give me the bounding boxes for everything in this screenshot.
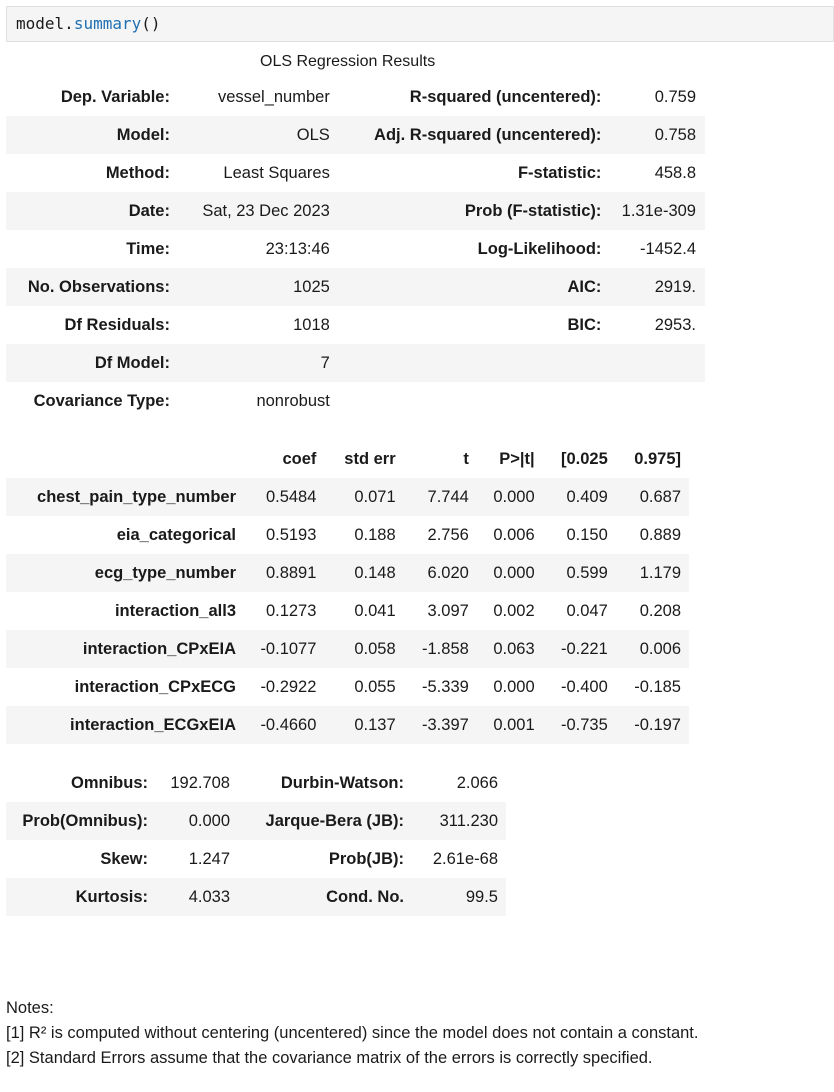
table-row [6, 802, 506, 840]
notes-heading: Notes: [6, 999, 54, 1017]
variable-name: eia_categorical [116, 525, 236, 544]
summary-value: 1018 [293, 315, 330, 334]
summary-label: Dep. Variable: [60, 87, 170, 106]
coef-cell: 0.006 [493, 525, 535, 544]
code-dot: . [64, 14, 74, 33]
coef-cell: 0.599 [543, 554, 616, 592]
table-row [6, 230, 705, 268]
summary-label: Df Residuals: [64, 315, 170, 334]
diagnostic-label: Durbin-Watson: [280, 773, 404, 792]
coef-cell: 0.8891 [239, 554, 324, 592]
variable-name: interaction_all3 [114, 601, 236, 620]
diagnostic-label: Cond. No. [238, 878, 412, 916]
table-row [6, 706, 689, 744]
summary-value: 23:13:46 [265, 239, 330, 258]
table-row [6, 78, 705, 116]
column-header [6, 440, 239, 478]
code-parens: () [141, 14, 161, 33]
coef-cell: 0.000 [493, 677, 535, 696]
summary-label: Model: [6, 116, 177, 154]
summary-label: Adj. R-squared (uncentered): [330, 116, 608, 154]
diagnostics-table [6, 764, 506, 916]
table-caption: OLS Regression Results [260, 53, 436, 70]
coef-cell: 0.150 [566, 525, 608, 544]
coef-cell: 0.208 [639, 601, 681, 620]
coef-cell: -0.2922 [260, 677, 317, 696]
coef-cell: 0.063 [477, 630, 543, 668]
summary-label: F-statistic: [517, 163, 602, 182]
table-row [6, 840, 506, 878]
summary-label: Method: [105, 163, 170, 182]
summary-label: Prob (F-statistic): [330, 192, 608, 230]
code-method: summary [73, 14, 142, 33]
coef-cell: 0.000 [477, 478, 543, 516]
coef-cell: 3.097 [427, 601, 469, 620]
coef-cell: 0.055 [354, 677, 396, 696]
summary-label: No. Observations: [6, 268, 177, 306]
summary-value: 7 [177, 344, 330, 382]
summary-label: Df Model: [6, 344, 177, 382]
coef-cell: 1.179 [616, 554, 689, 592]
summary-value [607, 344, 705, 382]
summary-label [330, 382, 608, 420]
table-row [6, 630, 689, 668]
coef-cell: -0.400 [560, 677, 608, 696]
coef-cell: 0.071 [324, 478, 403, 516]
notes-section [6, 996, 698, 1071]
table-row [6, 668, 689, 706]
coef-cell: -0.185 [634, 677, 681, 696]
coef-cell: 7.744 [404, 478, 477, 516]
column-header: [0.025 [560, 449, 608, 468]
coef-cell: -0.197 [616, 706, 689, 744]
coef-cell: -5.339 [422, 677, 469, 696]
coef-cell: -0.1077 [239, 630, 324, 668]
coef-cell: 0.1273 [265, 601, 317, 620]
summary-value: vessel_number [217, 87, 330, 106]
table-row [6, 516, 689, 554]
coef-cell: 0.137 [324, 706, 403, 744]
table-row [6, 382, 705, 420]
diagnostic-label: Prob(JB): [328, 849, 404, 868]
summary-value: 0.759 [654, 87, 696, 106]
table-row [6, 344, 705, 382]
summary-value: Least Squares [223, 163, 330, 182]
summary-label: BIC: [567, 315, 602, 334]
coef-cell: 6.020 [404, 554, 477, 592]
coef-cell: -3.397 [404, 706, 477, 744]
diagnostic-label: Omnibus: [71, 773, 148, 792]
summary-label: R-squared (uncentered): [409, 87, 602, 106]
diagnostic-value: 4.033 [156, 878, 238, 916]
coef-cell: 0.058 [324, 630, 403, 668]
coef-cell: 0.041 [354, 601, 396, 620]
summary-label: Time: [126, 239, 170, 258]
coef-cell: 0.047 [566, 601, 608, 620]
table-row [6, 306, 705, 344]
summary-label: Date: [6, 192, 177, 230]
coefficients-header-row [6, 440, 689, 478]
variable-name: interaction_ECGxEIA [6, 706, 239, 744]
column-header: coef [282, 449, 317, 468]
diagnostic-value: 2.066 [456, 773, 498, 792]
coef-cell: 0.002 [493, 601, 535, 620]
column-header: t [463, 449, 469, 468]
coefficients-table [6, 440, 689, 744]
table-row [6, 192, 705, 230]
summary-value: Sat, 23 Dec 2023 [177, 192, 330, 230]
coef-cell: 0.148 [324, 554, 403, 592]
diagnostic-label: Jarque-Bera (JB): [238, 802, 412, 840]
diagnostic-label: Skew: [100, 849, 148, 868]
coef-cell: 0.5193 [265, 525, 317, 544]
coef-cell: -0.4660 [239, 706, 324, 744]
summary-value: 2953. [654, 315, 696, 334]
summary-value: nonrobust [256, 391, 330, 410]
diagnostic-value: 0.000 [156, 802, 238, 840]
coef-cell: -1.858 [404, 630, 477, 668]
code-cell[interactable] [6, 6, 834, 42]
variable-name: interaction_CPxECG [74, 677, 236, 696]
coef-cell: 0.188 [354, 525, 396, 544]
coef-cell: 0.687 [616, 478, 689, 516]
column-header: 0.975] [634, 449, 681, 468]
coef-cell: -0.221 [543, 630, 616, 668]
summary-value: 1025 [177, 268, 330, 306]
table-row [6, 478, 689, 516]
coef-cell: 0.409 [543, 478, 616, 516]
note-line: [2] Standard Errors assume that the covariance matrix of the errors is correctly specified. [6, 1049, 653, 1067]
coef-cell: 0.889 [639, 525, 681, 544]
summary-table [6, 78, 705, 420]
summary-label: AIC: [330, 268, 608, 306]
diagnostic-value: 1.247 [188, 849, 230, 868]
summary-value: 1.31e-309 [607, 192, 705, 230]
coef-cell: -0.735 [543, 706, 616, 744]
summary-label: Log-Likelihood: [477, 239, 602, 258]
diagnostic-value: 192.708 [170, 773, 230, 792]
summary-value: 2919. [607, 268, 705, 306]
table-row [6, 116, 705, 154]
coef-cell: 0.006 [616, 630, 689, 668]
table-row [6, 154, 705, 192]
summary-value: OLS [177, 116, 330, 154]
code-object: model [16, 14, 65, 33]
table-row [6, 268, 705, 306]
summary-label [330, 344, 608, 382]
column-header: std err [344, 449, 396, 468]
summary-value: -1452.4 [640, 239, 696, 258]
table-row [6, 764, 506, 802]
summary-value [607, 382, 705, 420]
table-row [6, 592, 689, 630]
diagnostic-value: 311.230 [412, 802, 506, 840]
diagnostic-value: 2.61e-68 [432, 849, 498, 868]
note-line: [1] R² is computed without centering (uncentered) since the model does not contain a constant. [6, 1024, 699, 1042]
coef-cell: 0.000 [477, 554, 543, 592]
diagnostic-value: 99.5 [412, 878, 506, 916]
coef-cell: 0.5484 [239, 478, 324, 516]
variable-name: interaction_CPxEIA [6, 630, 239, 668]
summary-value: 0.758 [607, 116, 705, 154]
column-header: P>|t| [499, 449, 535, 468]
table-row [6, 878, 506, 916]
summary-label: Covariance Type: [33, 391, 170, 410]
diagnostic-label: Prob(Omnibus): [6, 802, 156, 840]
variable-name: ecg_type_number [6, 554, 239, 592]
coef-cell: 2.756 [427, 525, 469, 544]
variable-name: chest_pain_type_number [6, 478, 239, 516]
table-row [6, 554, 689, 592]
diagnostic-label: Kurtosis: [6, 878, 156, 916]
summary-value: 458.8 [654, 163, 696, 182]
coef-cell: 0.001 [477, 706, 543, 744]
